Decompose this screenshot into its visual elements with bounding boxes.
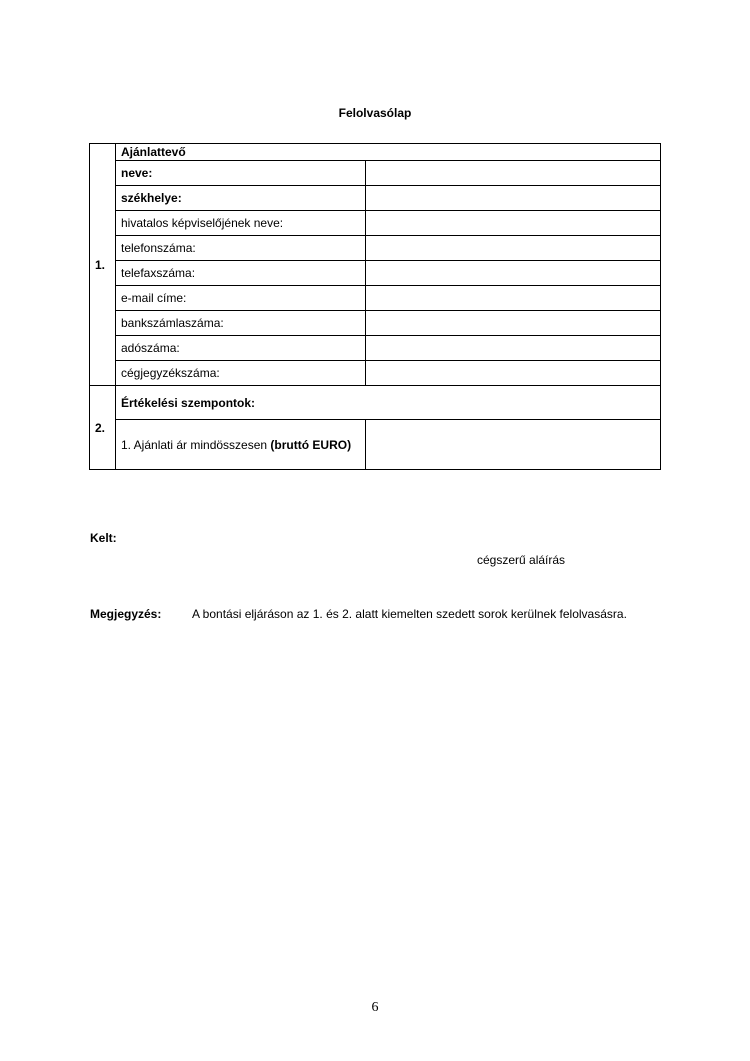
field-value-total-price[interactable] bbox=[366, 420, 661, 470]
field-value-company-reg-number[interactable] bbox=[366, 361, 661, 386]
field-label-name: neve: bbox=[116, 161, 366, 186]
field-value-tax-number[interactable] bbox=[366, 336, 661, 361]
note-text: A bontási eljáráson az 1. és 2. alatt kiemelten szedett sorok kerülnek felolvasásra. bbox=[192, 607, 627, 621]
field-value-phone[interactable] bbox=[366, 236, 661, 261]
note-label: Megjegyzés: bbox=[90, 607, 162, 621]
field-value-fax[interactable] bbox=[366, 261, 661, 286]
field-label-bank-account: bankszámlaszáma: bbox=[116, 311, 366, 336]
field-label-company-reg-number: cégjegyzékszáma: bbox=[116, 361, 366, 386]
section-2-heading: Értékelési szempontok: bbox=[116, 386, 661, 420]
field-label-email: e-mail címe: bbox=[116, 286, 366, 311]
field-label-seat: székhelye: bbox=[116, 186, 366, 211]
field-label-representative: hivatalos képviselőjének neve: bbox=[116, 211, 366, 236]
page-number: 6 bbox=[371, 1000, 379, 1015]
section-1-number: 1. bbox=[90, 144, 116, 386]
signature-label: cégszerű aláírás bbox=[477, 553, 566, 567]
field-value-seat[interactable] bbox=[366, 186, 661, 211]
field-value-name[interactable] bbox=[366, 161, 661, 186]
field-value-representative[interactable] bbox=[366, 211, 661, 236]
field-label-total-price bbox=[116, 420, 366, 470]
field-label-phone: telefonszáma: bbox=[116, 236, 366, 261]
total-price-label-text: 1. Ajánlati ár mindösszesen bbox=[121, 437, 271, 452]
reading-sheet-table bbox=[89, 143, 661, 470]
page-title: Felolvasólap bbox=[338, 106, 412, 120]
field-value-email[interactable] bbox=[366, 286, 661, 311]
field-value-bank-account[interactable] bbox=[366, 311, 661, 336]
field-label-fax: telefaxszáma: bbox=[116, 261, 366, 286]
total-price-label-bold: (bruttó EURO) bbox=[270, 437, 352, 452]
date-label: Kelt: bbox=[90, 531, 117, 545]
section-2-number: 2. bbox=[90, 386, 116, 470]
field-label-tax-number: adószáma: bbox=[116, 336, 366, 361]
section-1-heading: Ajánlattevő bbox=[116, 144, 661, 161]
